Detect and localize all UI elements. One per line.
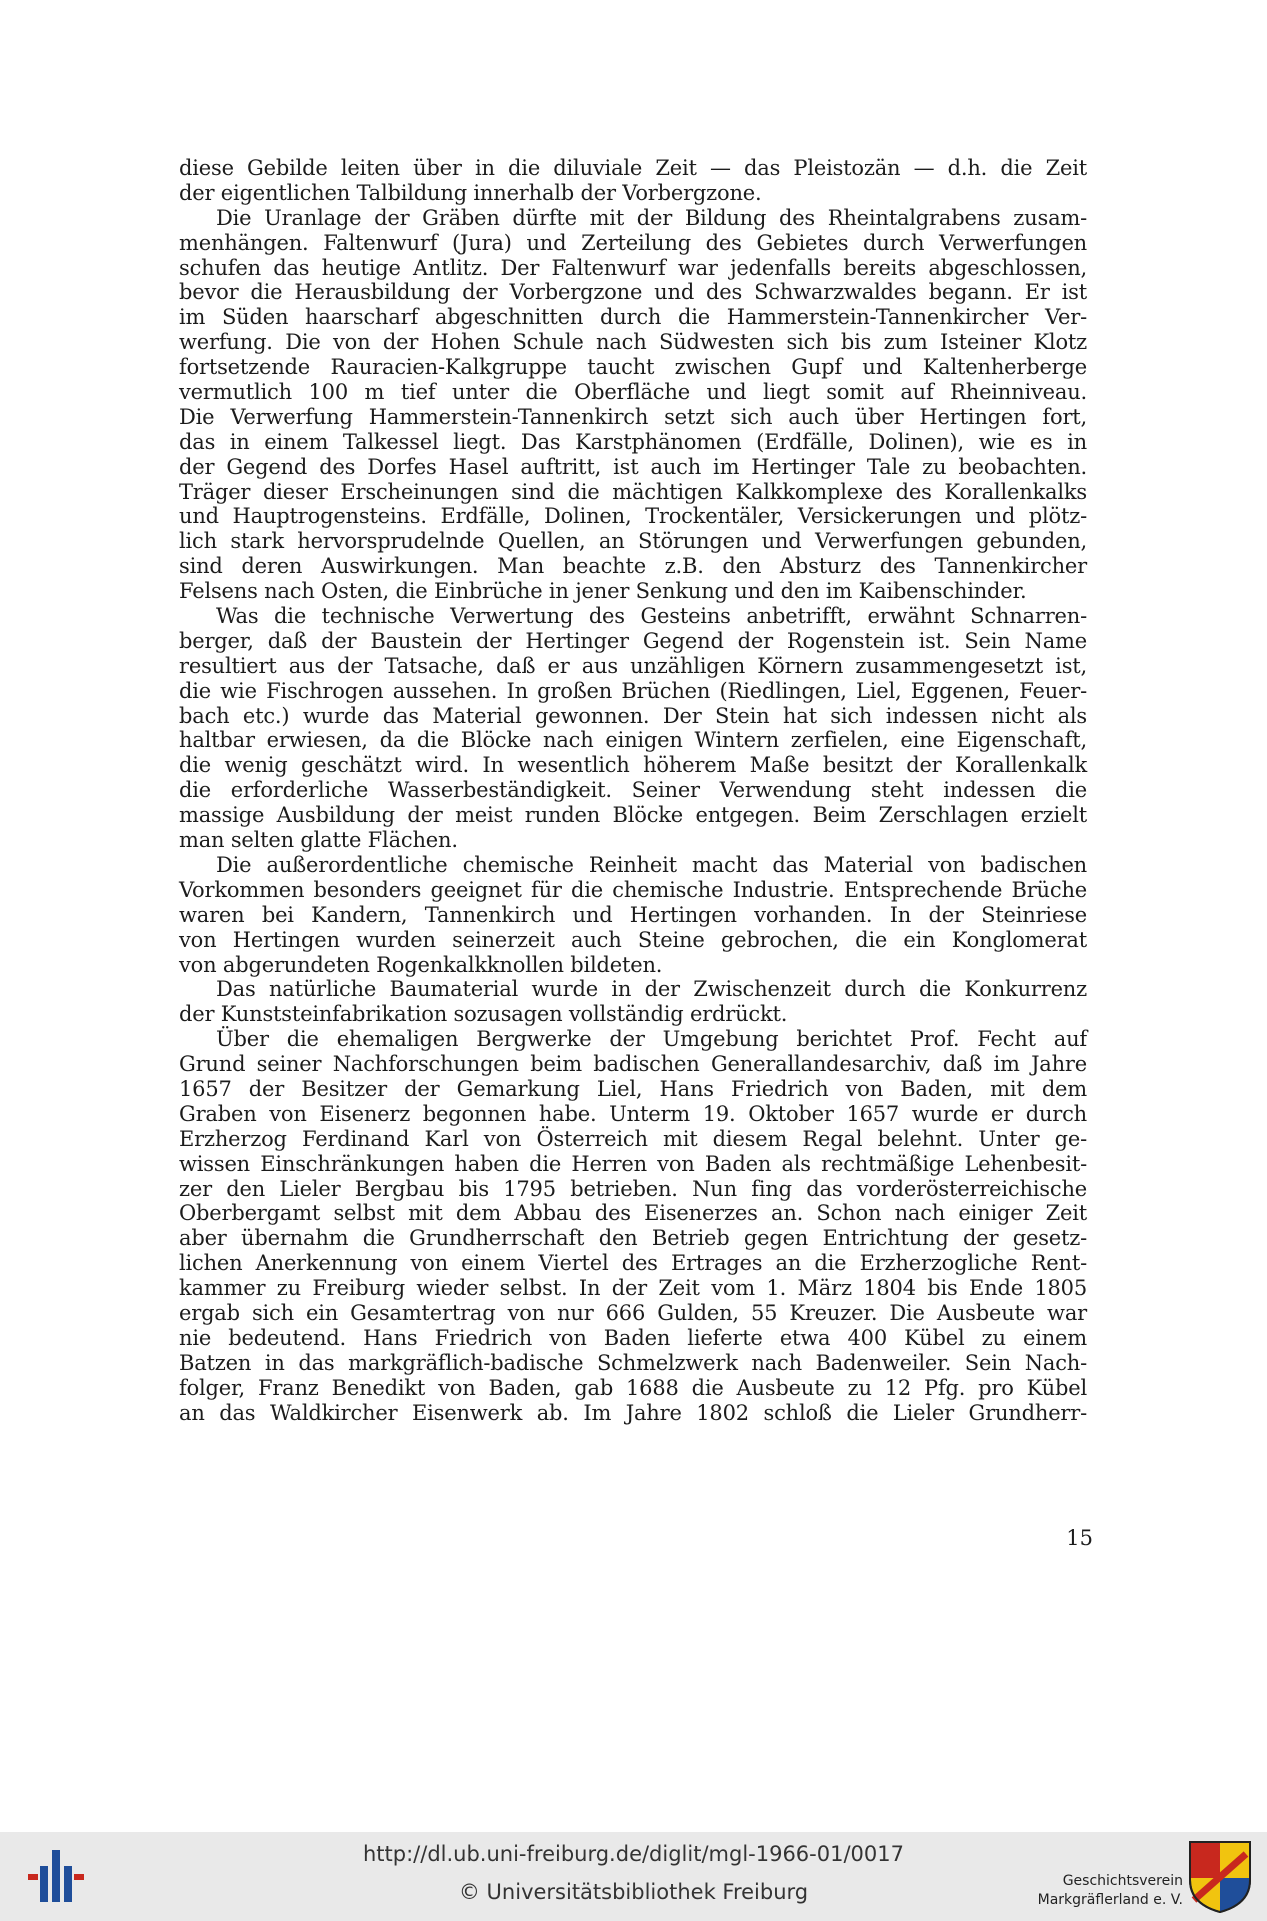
text-line: bevor die Herausbildung der Vorbergzone und des Schwarzwaldes begann. Er ist xyxy=(179,280,1087,305)
text-line: menhängen. Faltenwurf (Jura) und Zerteilung des Gebietes durch Verwerfungen xyxy=(179,230,1087,255)
text-line: die wenig geschätzt wird. In wesentlich höherem Maße besitzt der Korallenkalk xyxy=(179,753,1087,778)
text-line: werfung. Die von der Hohen Schule nach Südwesten sich bis zum Isteiner Klotz xyxy=(179,330,1087,355)
coat-of-arms-icon xyxy=(1188,1840,1252,1914)
text-line: berger, daß der Baustein der Hertinger Gegend der Rogenstein ist. Sein Name xyxy=(179,628,1087,653)
text-line: die wie Fischrogen aussehen. In großen Brüchen (Riedlingen, Liel, Eggenen, Feuer- xyxy=(179,678,1087,703)
text-line: sind deren Auswirkungen. Man beachte z.B. den Absturz des Tannenkircher xyxy=(179,554,1087,579)
copyright-text: © Universitätsbibliothek Freiburg xyxy=(458,1880,809,1904)
footer-bar xyxy=(0,1832,1267,1921)
text-line: von Hertingen wurden seinerzeit auch Steine gebrochen, die ein Konglomerat xyxy=(179,927,1087,952)
text-line: zer den Lieler Bergbau bis 1795 betrieben. Nun fing das vorderösterreichische xyxy=(179,1176,1087,1201)
text-line: schufen das heutige Antlitz. Der Faltenwurf war jedenfalls bereits abgeschlossen, xyxy=(179,255,1087,280)
text-line: lichen Anerkennung von einem Viertel des Ertrages an die Erzherzogliche Rent- xyxy=(179,1251,1087,1276)
text-line: der Gegend des Dorfes Hasel auftritt, ist auch im Hertinger Tale zu beobachten. xyxy=(179,454,1087,479)
text-line: Graben von Eisenerz begonnen habe. Unterm 19. Oktober 1657 wurde er durch xyxy=(179,1101,1087,1126)
text-line: man selten glatte Flächen. xyxy=(179,828,458,853)
text-line: Über die ehemaligen Bergwerke der Umgebung berichtet Prof. Fecht auf xyxy=(216,1027,1087,1052)
text-line: Erzherzog Ferdinand Karl von Österreich mit diesem Regal belehnt. Unter ge- xyxy=(179,1126,1087,1151)
text-line: nie bedeutend. Hans Friedrich von Baden lieferte etwa 400 Kübel zu einem xyxy=(179,1325,1087,1350)
text-line: waren bei Kandern, Tannenkirch und Hertingen vorhanden. In der Steinriese xyxy=(179,902,1087,927)
text-line: im Süden haarscharf abgeschnitten durch die Hammerstein-Tannenkircher Ver- xyxy=(179,305,1087,330)
text-line: ergab sich ein Gesamtertrag von nur 666 Gulden, 55 Kreuzer. Die Ausbeute war xyxy=(179,1300,1087,1325)
text-line: bach etc.) wurde das Material gewonnen. Der Stein hat sich indessen nicht als xyxy=(179,703,1087,728)
text-line: an das Waldkircher Eisenwerk ab. Im Jahre 1802 schloß die Lieler Grundherr- xyxy=(179,1400,1087,1425)
text-line: Oberbergamt selbst mit dem Abbau des Eisenerzes an. Schon nach einiger Zeit xyxy=(179,1201,1087,1226)
page-body-text xyxy=(179,156,1087,1425)
text-line: das in einem Talkessel liegt. Das Karstphänomen (Erdfälle, Dolinen), wie es in xyxy=(179,429,1087,454)
page-number: 15 xyxy=(1066,1526,1093,1550)
text-line: und Hauptrogensteins. Erdfälle, Dolinen, Trockentäler, Versickerungen und plötz- xyxy=(179,504,1087,529)
text-line: haltbar erwiesen, da die Blöcke nach einigen Wintern zerfielen, eine Eigenschaft, xyxy=(179,728,1087,753)
text-line: von abgerundeten Rogenkalkknollen bildeten. xyxy=(179,952,663,977)
text-line: massige Ausbildung der meist runden Blöcke entgegen. Beim Zerschlagen erzielt xyxy=(179,803,1087,828)
text-line: Vorkommen besonders geeignet für die chemische Industrie. Entsprechende Brüche xyxy=(179,877,1087,902)
text-line: Träger dieser Erscheinungen sind die mächtigen Kalkkomplexe des Korallenkalks xyxy=(179,479,1087,504)
text-line: Die Uranlage der Gräben dürfte mit der Bildung des Rheintalgrabens zusam- xyxy=(216,205,1087,230)
text-line: der Kunststeinfabrikation sozusagen vollständig erdrückt. xyxy=(179,1002,788,1027)
text-line: wissen Einschränkungen haben die Herren von Baden als rechtmäßige Lehenbesit- xyxy=(179,1151,1087,1176)
text-line: Die außerordentliche chemische Reinheit macht das Material von badischen xyxy=(216,852,1087,877)
text-line: resultiert aus der Tatsache, daß er aus unzähligen Körnern zusammengesetzt ist, xyxy=(179,653,1087,678)
text-line: diese Gebilde leiten über in die diluviale Zeit — das Pleistozän — d.h. die Zeit xyxy=(179,156,1087,180)
text-line: Das natürliche Baumaterial wurde in der Zwischenzeit durch die Konkurrenz xyxy=(216,977,1087,1002)
society-name-line2: Markgräflerland e. V. xyxy=(1037,1892,1183,1908)
text-line: Batzen in das markgräflich-badische Schmelzwerk nach Badenweiler. Sein Nach- xyxy=(179,1350,1087,1375)
society-name-line1: Geschichtsverein xyxy=(1062,1873,1183,1889)
text-line: fortsetzende Rauracien-Kalkgruppe taucht zwischen Gupf und Kaltenherberge xyxy=(179,355,1087,380)
society-name xyxy=(1019,1872,1183,1910)
text-line: aber übernahm die Grundherrschaft den Betrieb gegen Entrichtung der gesetz- xyxy=(179,1226,1087,1251)
text-line: Was die technische Verwertung des Gesteins anbetrifft, erwähnt Schnarren- xyxy=(216,604,1087,629)
text-line: Die Verwerfung Hammerstein-Tannenkirch setzt sich auch über Hertingen fort, xyxy=(179,404,1087,429)
text-line: die erforderliche Wasserbeständigkeit. Seiner Verwendung steht indessen die xyxy=(179,778,1087,803)
text-line: Felsens nach Osten, die Einbrüche in jener Senkung und den im Kaibenschinder. xyxy=(179,579,1027,604)
text-line: vermutlich 100 m tief unter die Oberfläche und liegt somit auf Rheinniveau. xyxy=(179,380,1087,405)
text-line: kammer zu Freiburg wieder selbst. In der Zeit vom 1. März 1804 bis Ende 1805 xyxy=(179,1276,1087,1301)
text-line: 1657 der Besitzer der Gemarkung Liel, Hans Friedrich von Baden, mit dem xyxy=(179,1076,1087,1101)
text-line: lich stark hervorsprudelnde Quellen, an Störungen und Verwerfungen gebunden, xyxy=(179,529,1087,554)
text-line: der eigentlichen Talbildung innerhalb der Vorbergzone. xyxy=(179,180,762,205)
source-url-link[interactable]: http://dl.ub.uni-freiburg.de/diglit/mgl-1966-01/0017 xyxy=(362,1842,904,1866)
text-line: Grund seiner Nachforschungen beim badischen Generallandesarchiv, daß im Jahre xyxy=(179,1052,1087,1077)
text-line: folger, Franz Benedikt von Baden, gab 1688 die Ausbeute zu 12 Pfg. pro Kübel xyxy=(179,1375,1087,1400)
